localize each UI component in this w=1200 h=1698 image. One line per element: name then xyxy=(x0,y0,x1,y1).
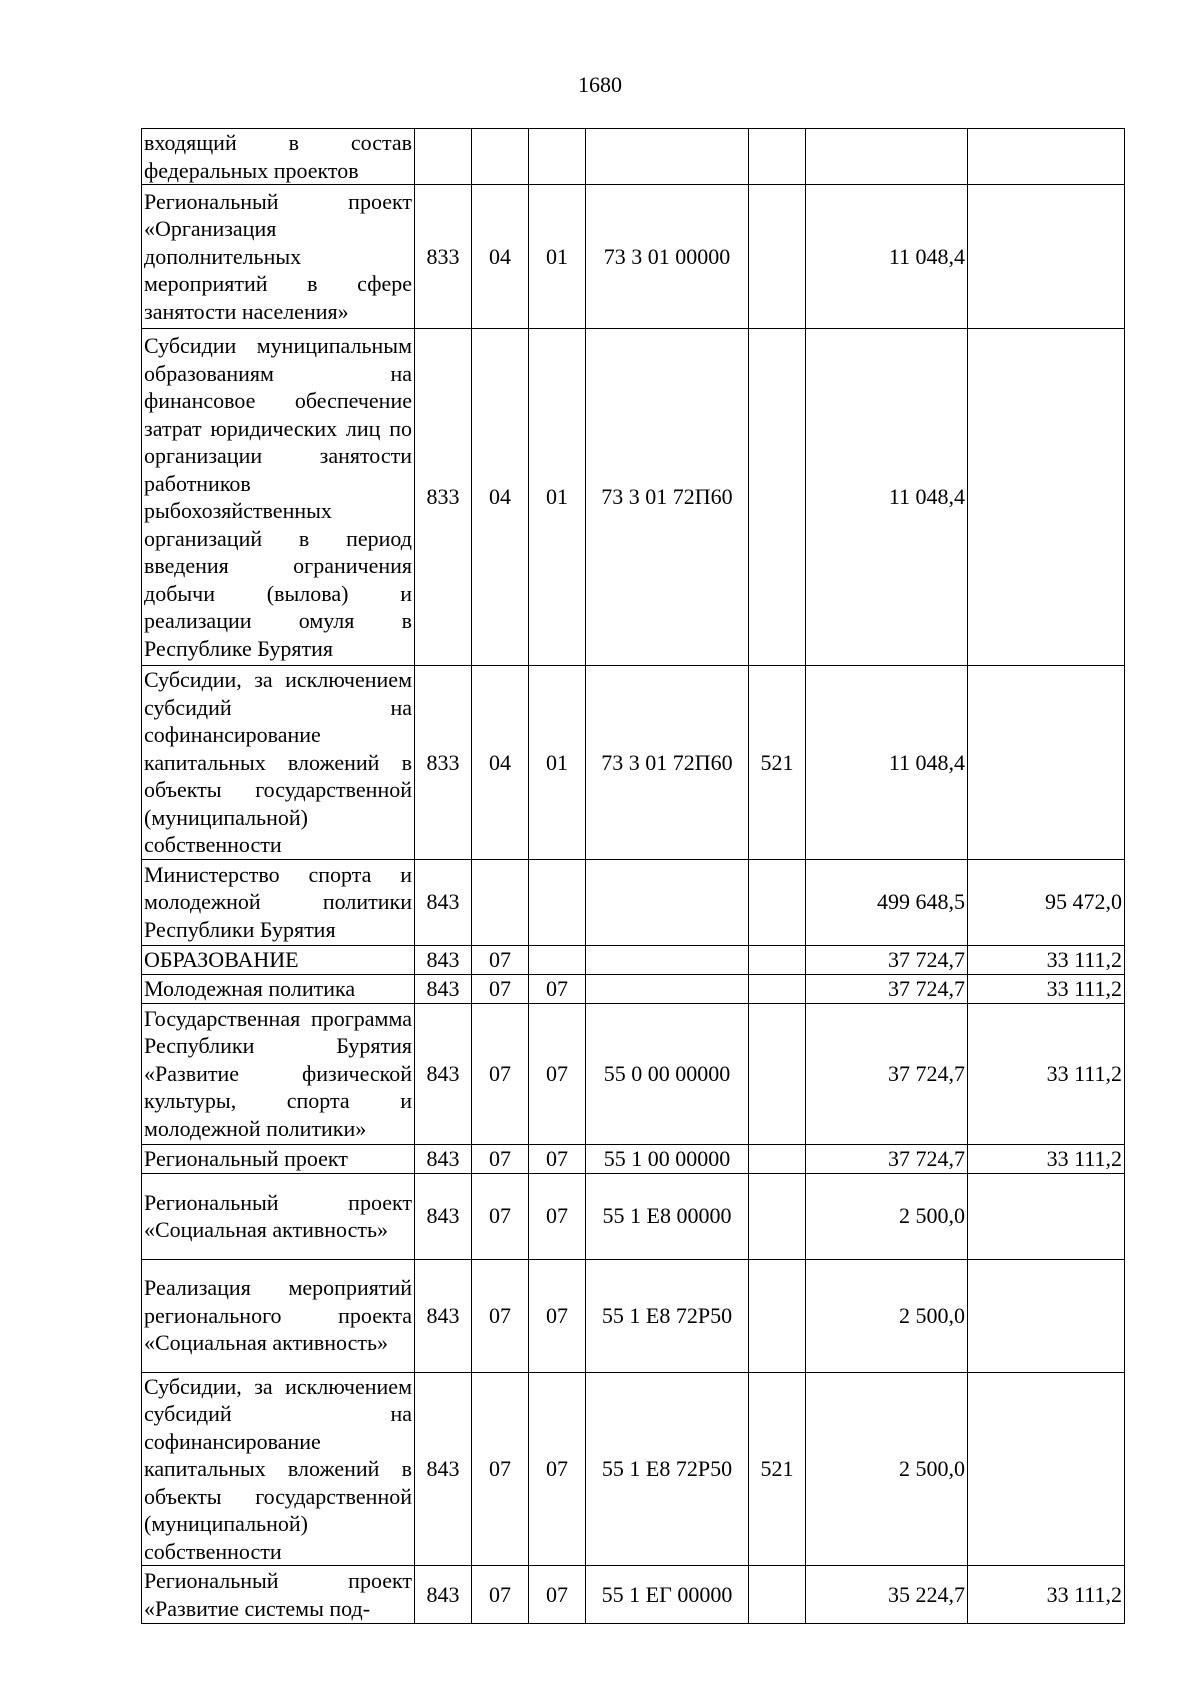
table-row xyxy=(142,666,1125,860)
row-ved xyxy=(415,129,472,185)
row-ved: 843 xyxy=(415,859,472,945)
row-pr: 07 xyxy=(529,1372,586,1566)
row-csr: 73 3 01 72П60 xyxy=(586,329,749,666)
table-row xyxy=(142,1173,1125,1259)
row-csr: 55 1 E8 72P50 xyxy=(586,1259,749,1372)
row-vr xyxy=(749,329,806,666)
row-pr: 07 xyxy=(529,1173,586,1259)
row-name: Региональный проект «Развитие системы под- xyxy=(142,1566,415,1624)
row-pr: 07 xyxy=(529,1259,586,1372)
row-csr xyxy=(586,129,749,185)
row-ved: 833 xyxy=(415,185,472,329)
table-row xyxy=(142,185,1125,329)
row-ved: 843 xyxy=(415,974,472,1003)
row-name: Молодежная политика xyxy=(142,974,415,1003)
row-pr xyxy=(529,129,586,185)
row-vr xyxy=(749,185,806,329)
row-pr xyxy=(529,945,586,974)
row-vr xyxy=(749,1566,806,1624)
row-pr xyxy=(529,859,586,945)
row-ved: 843 xyxy=(415,1003,472,1144)
row-sum2 xyxy=(968,1173,1125,1259)
budget-table xyxy=(141,128,1125,1624)
row-rz xyxy=(472,129,529,185)
row-pr: 01 xyxy=(529,185,586,329)
row-vr xyxy=(749,1173,806,1259)
row-ved: 843 xyxy=(415,1144,472,1173)
row-vr: 521 xyxy=(749,1372,806,1566)
row-rz: 07 xyxy=(472,1003,529,1144)
table-row xyxy=(142,329,1125,666)
row-ved: 843 xyxy=(415,1259,472,1372)
row-ved: 833 xyxy=(415,329,472,666)
row-sum1: 2 500,0 xyxy=(806,1259,968,1372)
row-rz: 04 xyxy=(472,185,529,329)
row-vr: 521 xyxy=(749,666,806,860)
row-sum1: 2 500,0 xyxy=(806,1372,968,1566)
row-csr: 73 3 01 72П60 xyxy=(586,666,749,860)
row-vr xyxy=(749,129,806,185)
row-sum2: 95 472,0 xyxy=(968,859,1125,945)
row-rz: 07 xyxy=(472,974,529,1003)
row-sum2 xyxy=(968,666,1125,860)
row-sum2: 33 111,2 xyxy=(968,1003,1125,1144)
row-pr: 01 xyxy=(529,666,586,860)
row-csr: 55 1 E8 00000 xyxy=(586,1173,749,1259)
page-number: 1680 xyxy=(578,72,622,97)
table-row xyxy=(142,129,1125,185)
table-row xyxy=(142,974,1125,1003)
table-row xyxy=(142,1259,1125,1372)
row-rz: 07 xyxy=(472,1259,529,1372)
row-rz: 07 xyxy=(472,945,529,974)
row-sum1: 37 724,7 xyxy=(806,1144,968,1173)
row-sum2 xyxy=(968,185,1125,329)
table-row xyxy=(142,1566,1125,1624)
row-sum2 xyxy=(968,1372,1125,1566)
row-sum2 xyxy=(968,329,1125,666)
row-rz: 04 xyxy=(472,329,529,666)
table-row xyxy=(142,945,1125,974)
row-rz: 07 xyxy=(472,1372,529,1566)
table-row xyxy=(142,859,1125,945)
row-sum2: 33 111,2 xyxy=(968,945,1125,974)
row-name: ОБРАЗОВАНИЕ xyxy=(142,945,415,974)
row-rz: 07 xyxy=(472,1566,529,1624)
row-ved: 843 xyxy=(415,945,472,974)
table-row xyxy=(142,1003,1125,1144)
row-sum1 xyxy=(806,129,968,185)
row-vr xyxy=(749,945,806,974)
row-sum1: 11 048,4 xyxy=(806,329,968,666)
row-csr: 73 3 01 00000 xyxy=(586,185,749,329)
row-vr xyxy=(749,974,806,1003)
row-sum1: 35 224,7 xyxy=(806,1566,968,1624)
row-name: Региональный проект «Организация дополнительных мероприятий в сфере занятости населения» xyxy=(142,185,415,329)
row-sum1: 2 500,0 xyxy=(806,1173,968,1259)
row-sum1: 37 724,7 xyxy=(806,1003,968,1144)
table-row xyxy=(142,1372,1125,1566)
row-rz: 07 xyxy=(472,1173,529,1259)
row-name: Министерство спорта и молодежной политики Республики Бурятия xyxy=(142,859,415,945)
row-pr: 07 xyxy=(529,1144,586,1173)
row-ved: 833 xyxy=(415,666,472,860)
row-rz: 07 xyxy=(472,1144,529,1173)
row-rz: 04 xyxy=(472,666,529,860)
row-csr: 55 1 ЕГ 00000 xyxy=(586,1566,749,1624)
row-vr xyxy=(749,1259,806,1372)
row-sum1: 37 724,7 xyxy=(806,945,968,974)
row-ved: 843 xyxy=(415,1173,472,1259)
row-name: Субсидии, за исключением субсидий на софинансирование капитальных вложений в объекты государственной (муниципальной) собственности xyxy=(142,1372,415,1566)
row-ved: 843 xyxy=(415,1372,472,1566)
row-pr: 07 xyxy=(529,1003,586,1144)
row-vr xyxy=(749,859,806,945)
row-name: Региональный проект xyxy=(142,1144,415,1173)
row-name: Региональный проект «Социальная активность» xyxy=(142,1173,415,1259)
row-csr: 55 0 00 00000 xyxy=(586,1003,749,1144)
row-sum2: 33 111,2 xyxy=(968,1566,1125,1624)
row-csr: 55 1 00 00000 xyxy=(586,1144,749,1173)
row-name: Субсидии муниципальным образованиям на финансовое обеспечение затрат юридических лиц по организации занятости работников рыбохозяйственных организаций в период введения ограничения добычи (вылова) и реализации омуля в Республике Бурятия xyxy=(142,329,415,666)
row-name: Субсидии, за исключением субсидий на софинансирование капитальных вложений в объекты государственной (муниципальной) собственности xyxy=(142,666,415,860)
row-csr xyxy=(586,859,749,945)
row-pr: 01 xyxy=(529,329,586,666)
row-ved: 843 xyxy=(415,1566,472,1624)
row-sum1: 11 048,4 xyxy=(806,185,968,329)
row-name: входящий в состав федеральных проектов xyxy=(142,129,415,185)
row-csr: 55 1 E8 72P50 xyxy=(586,1372,749,1566)
row-sum2: 33 111,2 xyxy=(968,1144,1125,1173)
row-pr: 07 xyxy=(529,974,586,1003)
row-vr xyxy=(749,1003,806,1144)
table-row xyxy=(142,1144,1125,1173)
row-name: Государственная программа Республики Бурятия «Развитие физической культуры, спорта и молодежной политики» xyxy=(142,1003,415,1144)
row-sum2 xyxy=(968,129,1125,185)
row-sum2: 33 111,2 xyxy=(968,974,1125,1003)
row-rz xyxy=(472,859,529,945)
row-csr xyxy=(586,945,749,974)
row-sum1: 11 048,4 xyxy=(806,666,968,860)
row-name: Реализация мероприятий регионального проекта «Социальная активность» xyxy=(142,1259,415,1372)
row-sum1: 37 724,7 xyxy=(806,974,968,1003)
row-pr: 07 xyxy=(529,1566,586,1624)
row-csr xyxy=(586,974,749,1003)
row-vr xyxy=(749,1144,806,1173)
row-sum2 xyxy=(968,1259,1125,1372)
row-sum1: 499 648,5 xyxy=(806,859,968,945)
